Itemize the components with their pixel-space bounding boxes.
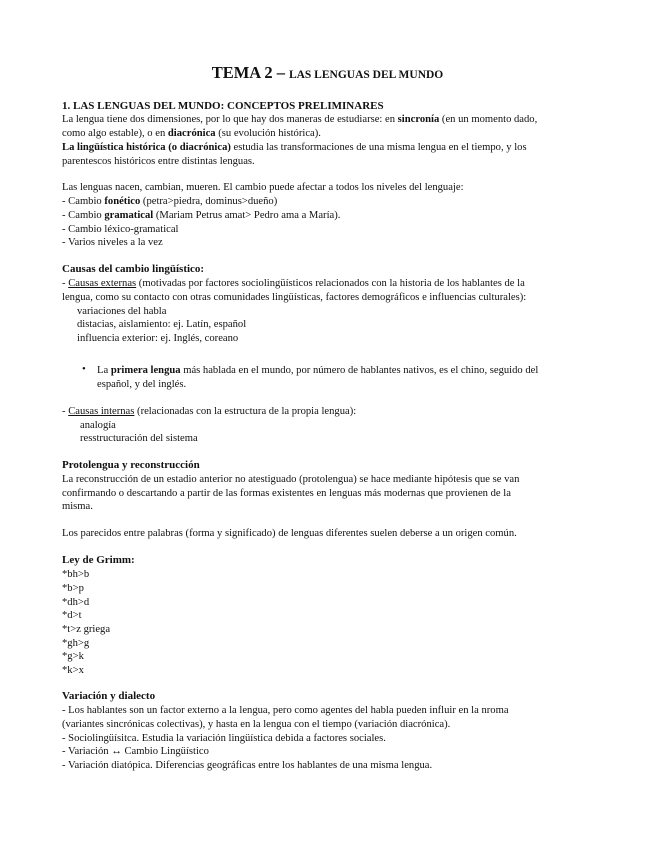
document-title <box>0 63 655 83</box>
bullet-line1: La primera lengua más hablada en el mundo, por número de hablantes nativos, es el chino, seguido del <box>97 365 539 376</box>
variacion-line-4: - Variación diatópica. Diferencias geográficas entre los hablantes de una misma lengua. <box>62 760 433 771</box>
bullet-line2: español, y del inglés. <box>97 379 187 390</box>
variacion-line-0: - Los hablantes son un factor externo a la lengua, pero como agentes del habla pueden influir en la nroma <box>62 705 509 716</box>
section1-heading: 1. LAS LENGUAS DEL MUNDO: CONCEPTOS PRELIMINARES <box>62 100 384 112</box>
list-item-fonetico: - Cambio fonético (petra>piedra, dominus>dueño) <box>62 196 278 207</box>
ext-item-0: variaciones del habla <box>77 306 167 317</box>
section1-p1-line1: La lengua tiene dos dimensiones, por lo que hay dos maneras de estudiarse: en sincronía (en un momento dado, <box>62 114 538 125</box>
title-main: TEMA 2 <box>211 63 273 82</box>
section1-p2-line1: La lingüística histórica (o diacrónica) estudia las transformaciones de una misma lengua en el tiempo, y los <box>62 142 527 153</box>
section1-p3: Las lenguas nacen, cambian, mueren. El cambio puede afectar a todos los niveles del lenguaje: <box>62 182 464 193</box>
int-item-1: resstructuración del sistema <box>80 433 198 444</box>
ext-item-1: distacias, aislamiento: ej. Latín, español <box>77 319 247 330</box>
variacion-line-3: - Variación ↔ Cambio Lingüístico <box>62 746 209 757</box>
grimm-rule: *b>p <box>62 583 84 594</box>
ext-item-2: influencia exterior: ej. Inglés, coreano <box>77 333 239 344</box>
causas-heading: Causas del cambio lingüístico: <box>62 263 205 275</box>
proto-heading: Protolengua y reconstrucción <box>62 459 200 471</box>
int-item-0: analogía <box>80 420 116 431</box>
proto-line-1: confirmando o descartando a partir de las formas existentes en lenguas más modernas que provienen de la <box>62 488 511 499</box>
grimm-rule: *bh>b <box>62 569 90 580</box>
causas-externas-line2: lengua, como su contacto con otras comunidades lingüísticas, factores demográficos e influencias culturales): <box>62 292 527 303</box>
grimm-rule: *t>z griega <box>62 624 111 635</box>
grimm-heading: Ley de Grimm: <box>62 554 135 566</box>
bullet-icon: • <box>82 364 86 375</box>
title-sub: LAS LENGUAS DEL MUNDO <box>288 69 444 81</box>
grimm-rule: *gh>g <box>62 638 90 649</box>
variacion-heading: Variación y dialecto <box>62 690 156 702</box>
proto-line-0: La reconstrucción de un estadio anterior no atestiguado (protolengua) se hace mediante hipótesis que se van <box>62 474 520 485</box>
grimm-rule: *dh>d <box>62 597 90 608</box>
list-item-varios: - Varios niveles a la vez <box>62 237 163 248</box>
proto-line-2: misma. <box>62 501 93 512</box>
section1-p2-line2: parentescos históricos entre distintas lenguas. <box>62 156 255 167</box>
variacion-line-2: - Sociolingüísitca. Estudia la variación lingüística debida a factores sociales. <box>62 733 386 744</box>
grimm-rule: *d>t <box>62 610 82 621</box>
causas-externas-line1: - Causas externas (motivadas por factores sociolingüísticos relacionados con la historia de los hablantes de la <box>62 278 525 289</box>
grimm-rule: *k>x <box>62 665 84 676</box>
list-item-lexico: - Cambio léxico-gramatical <box>62 224 179 235</box>
variacion-line-1: (variantes sincrónicas colectivas), y hasta en la lengua con el tiempo (variación diacrónica). <box>62 719 451 730</box>
proto-p2: Los parecidos entre palabras (forma y significado) de lenguas diferentes suelen deberse a un origen común. <box>62 528 517 539</box>
title-dash: – <box>276 63 285 82</box>
list-item-gramatical: - Cambio gramatical (Mariam Petrus amat> Pedro ama a María). <box>62 210 341 221</box>
section1-p1-line2: como algo estable), o en diacrónica (su evolución histórica). <box>62 128 321 139</box>
causas-internas: - Causas internas (relacionadas con la estructura de la propia lengua): <box>62 406 357 417</box>
grimm-rule: *g>k <box>62 651 84 662</box>
